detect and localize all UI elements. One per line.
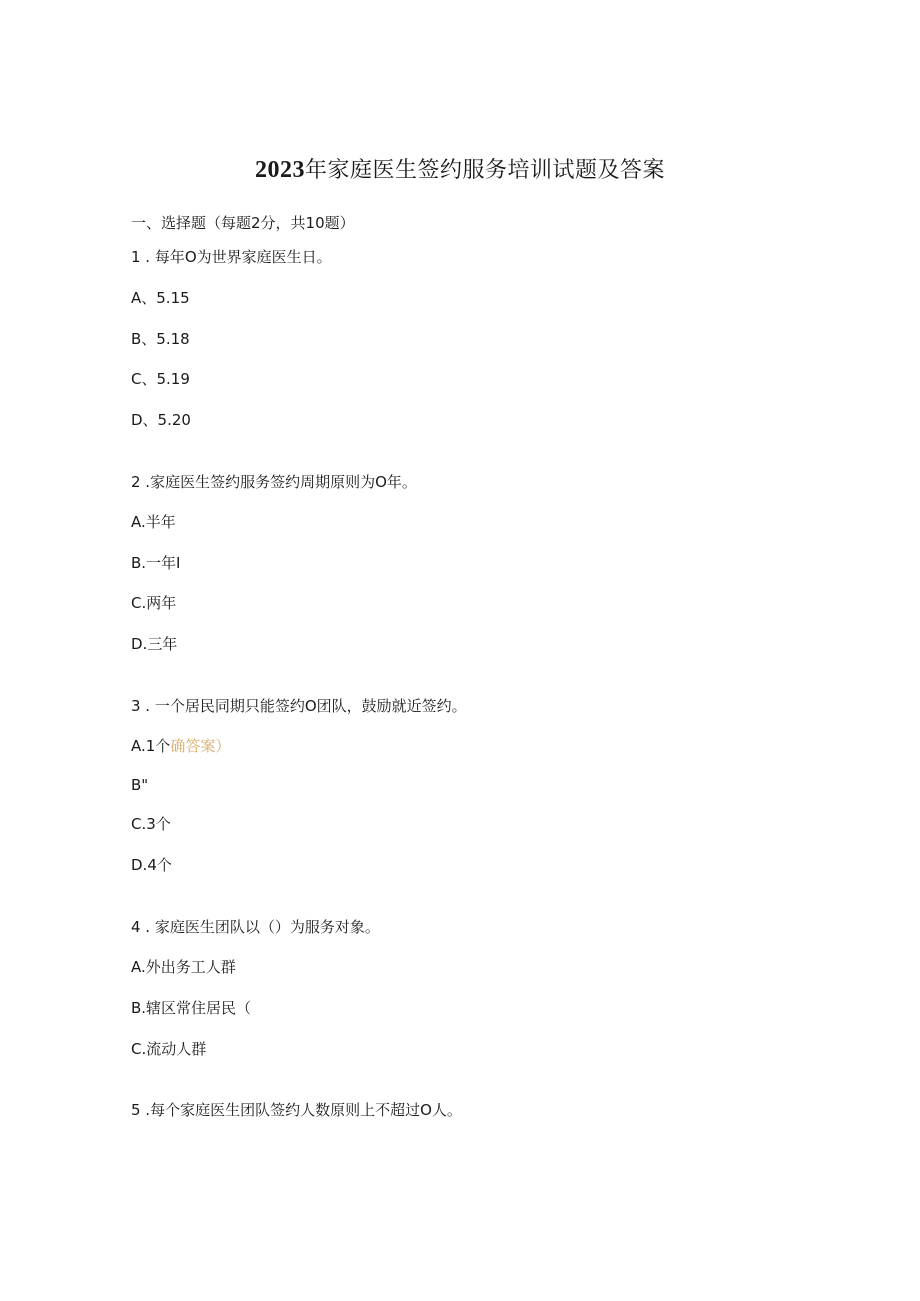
question-5-stem: 5 .每个家庭医生团队签约人数原则上不超过O人。 [131, 1101, 462, 1119]
question-1-stem: 1 . 每年O为世界家庭医生日。 [131, 248, 332, 266]
question-1-option-b: B、5.18 [131, 330, 190, 348]
answer-hint: 确答案） [170, 737, 231, 755]
question-3-stem: 3 . 一个居民同期只能签约O团队，鼓励就近签约。 [131, 697, 467, 715]
question-3-option-a [131, 736, 230, 756]
question-1-option-d: D、5.20 [131, 411, 191, 429]
question-1-option-c: C、5.19 [131, 370, 190, 388]
question-4-option-c: C.流动人群 [131, 1040, 207, 1058]
question-1-option-a: A、5.15 [131, 289, 190, 307]
question-4-stem: 4 . 家庭医生团队以（）为服务对象。 [131, 918, 380, 936]
title-text: 年家庭医生签约服务培训试题及答案 [304, 158, 665, 183]
question-3-option-b: B" [131, 776, 149, 794]
question-2-option-a: A.半年 [131, 513, 176, 531]
question-4-option-a: A.外出务工人群 [131, 958, 236, 976]
question-2-option-d: D.三年 [131, 635, 178, 653]
section-heading: 一、选择题（每题2分，共10题） [131, 214, 355, 232]
question-2-option-c: C.两年 [131, 594, 177, 612]
question-4-option-b: B.辖区常住居民（ [131, 999, 252, 1017]
page-title [0, 153, 920, 184]
question-3-option-c: C.3个 [131, 815, 171, 833]
question-2-option-b: B.一年I [131, 554, 181, 572]
question-3-option-a-text: A.1个 [131, 737, 171, 755]
question-2-stem: 2 .家庭医生签约服务签约周期原则为O年。 [131, 473, 417, 491]
question-3-option-d: D.4个 [131, 856, 172, 874]
title-year: 2023 [254, 157, 305, 183]
